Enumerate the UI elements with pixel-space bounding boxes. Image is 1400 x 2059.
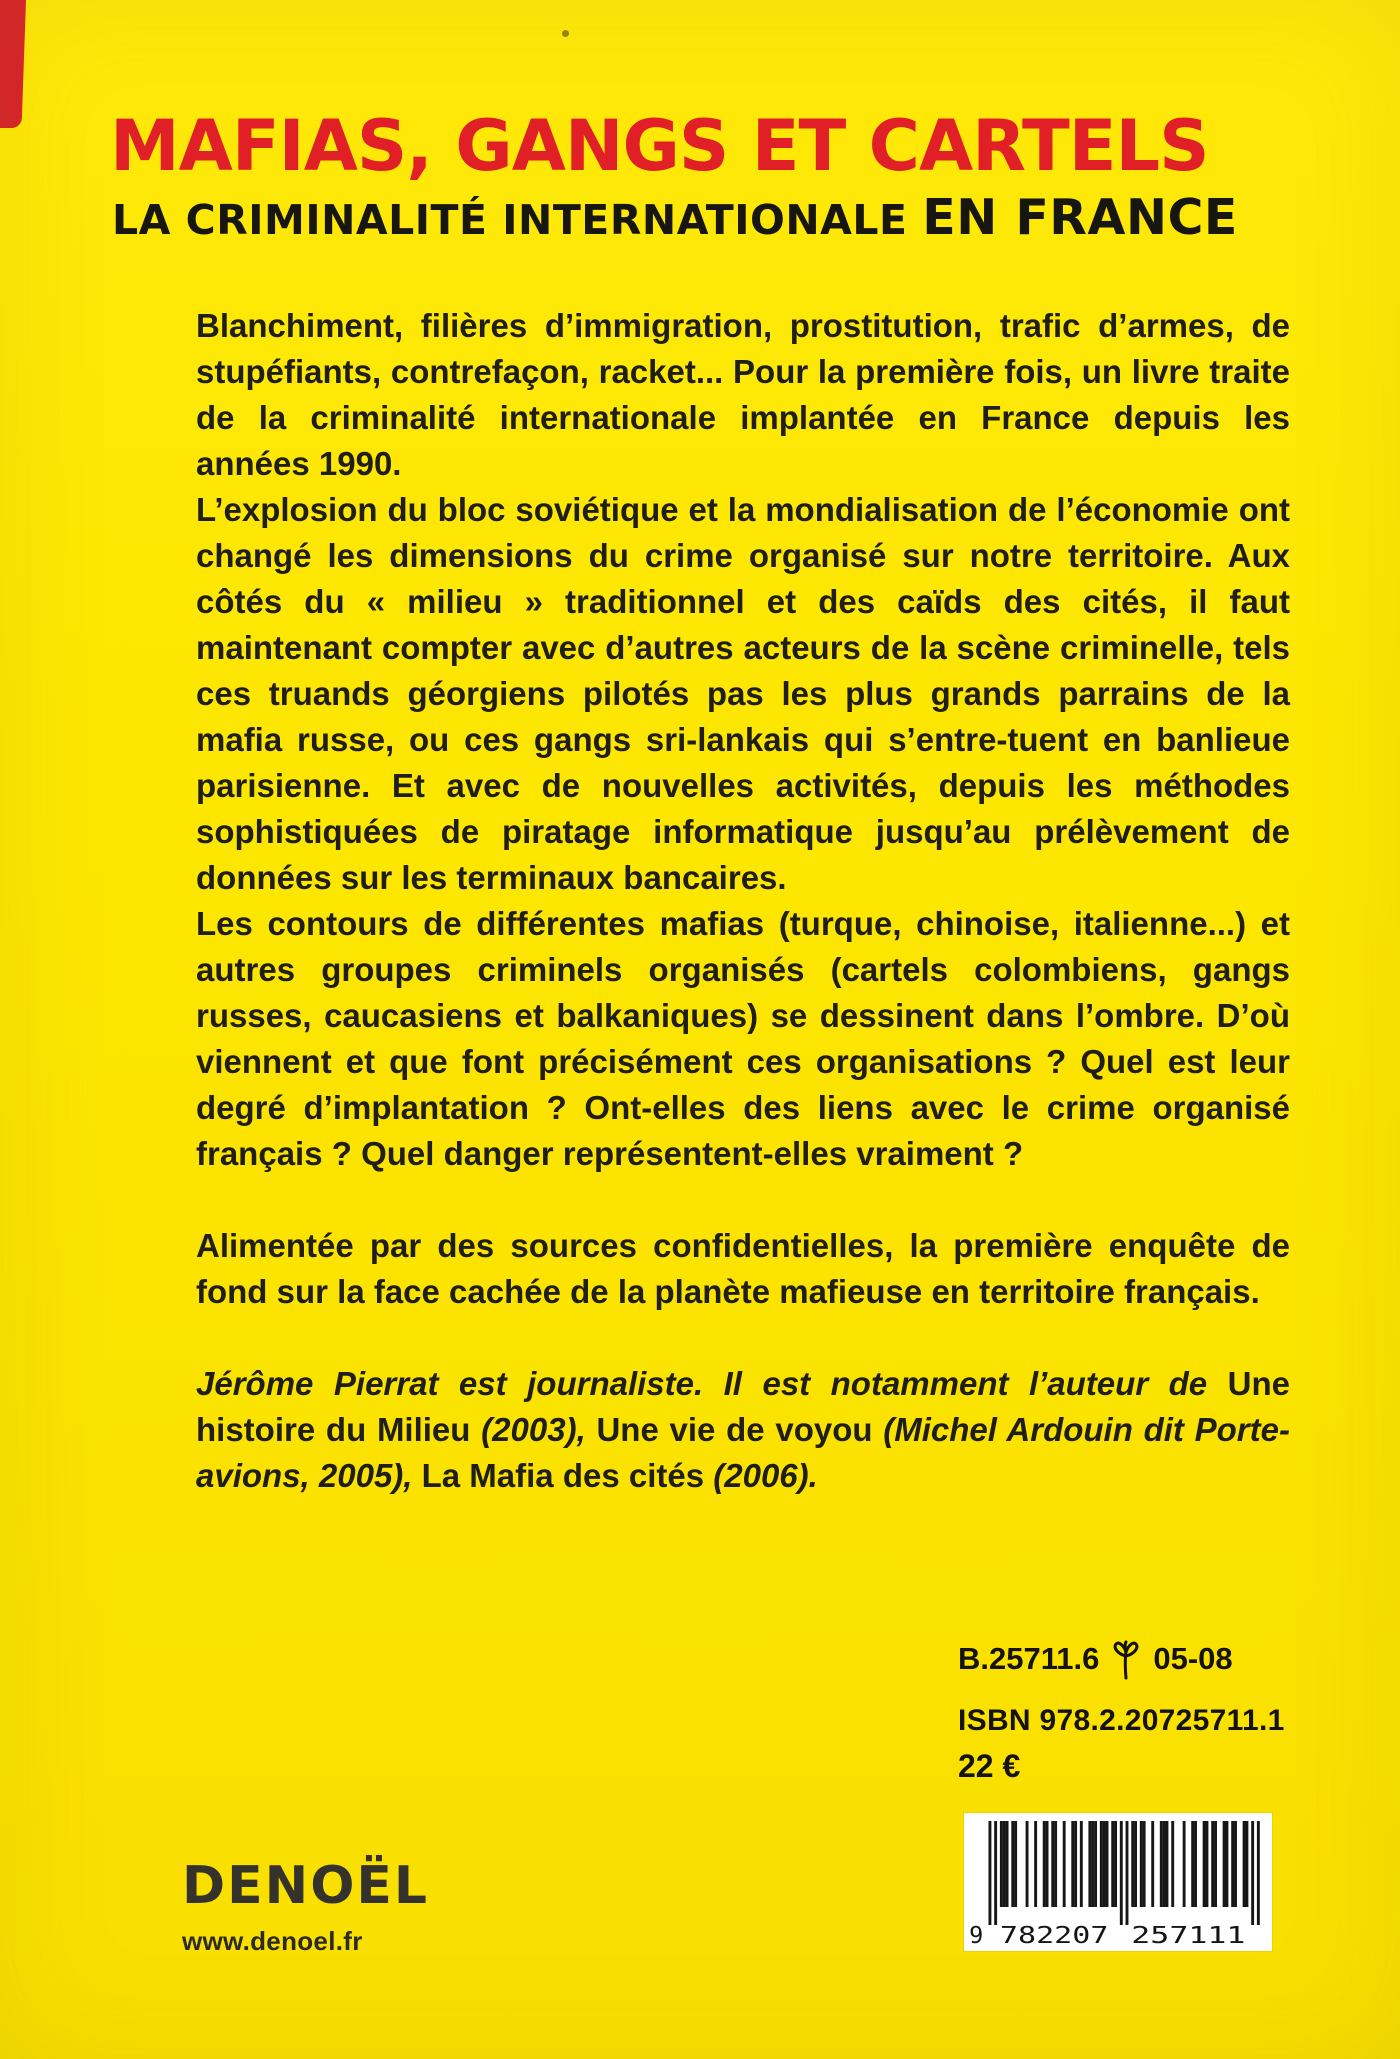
publisher-website: www.denoel.fr (182, 1926, 363, 1956)
print-code-right: 05-08 (1153, 1641, 1233, 1676)
synopsis-paragraph-2: L’explosion du bloc soviétique et la mondialisation de l’économie ont changé les dimensions du crime organisé sur notre territoire. Aux côtés du « milieu » traditionnel et des caïds des cités, il faut maintenant compter avec d’autres acteurs de la scène criminelle, tels ces truands géorgiens pilotés pas les plus grands parrains de la mafia russe, ou ces gangs sri-lankais qui s’entre-tuent en banlieue parisienne. Et avec de nouvelles activités, depuis les méthodes sophistiquées de piratage informatique jusqu’au prélèvement de données sur les terminaux bancaires. (196, 491, 1290, 896)
bio-segment: (Michel Ardouin dit Porte-avions, 2005), (196, 1411, 1290, 1494)
book-title: MAFIAS, GANGS ET CARTELS (110, 105, 1209, 187)
print-code-line (958, 1638, 1285, 1680)
bio-segment: (2003), (481, 1411, 597, 1448)
barcode-digits: 782207 (999, 1922, 1109, 1949)
dust-speck (562, 30, 569, 37)
isbn: ISBN 978.2.20725711.1 (958, 1704, 1285, 1737)
bio-segment: Jérôme Pierrat est journaliste. Il est notamment l’auteur de (196, 1365, 1228, 1402)
ean13-barcode (964, 1813, 1272, 1951)
publisher-logo: DENOËL (182, 1856, 430, 1916)
synopsis (196, 303, 1290, 1499)
publisher-block (182, 1856, 429, 1957)
author-bio (196, 1361, 1290, 1499)
book-subtitle (112, 188, 1300, 246)
edition-references (958, 1638, 1285, 1785)
barcode-svg (964, 1813, 1272, 1951)
subtitle-emphasis: EN FRANCE (922, 188, 1238, 246)
bio-segment: Une histoire du Milieu (196, 1365, 1290, 1448)
subtitle-regular: LA CRIMINALITÉ INTERNATIONALE (112, 195, 923, 244)
denoel-ornament-icon (1107, 1640, 1145, 1680)
synopsis-paragraphs (196, 303, 1290, 1315)
barcode-bars (988, 1821, 1259, 1925)
header (110, 105, 1300, 246)
barcode-digits: 257111 (1131, 1922, 1246, 1949)
print-code-left: B.25711.6 (958, 1641, 1100, 1676)
synopsis-paragraph-1: Blanchiment, filières d’immigration, prostitution, trafic d’armes, de stupéfiants, contrefaçon, racket... Pour la première fois, un livre traite de la criminalité internationale implantée en France depuis les années 1990. (196, 307, 1290, 482)
bio-segment: La Mafia des cités (421, 1457, 714, 1494)
synopsis-paragraph-4: Alimentée par des sources confidentielles, la première enquête de fond sur la face cachée de la planète mafieuse en territoire français. (196, 1227, 1290, 1310)
price: 22 € (958, 1748, 1021, 1784)
synopsis-paragraph-3: Les contours de différentes mafias (turque, chinoise, italienne...) et autres groupes criminels organisés (cartels colombiens, gangs russes, caucasiens et balkaniques) se dessinent dans l’ombre. D’où viennent et que font précisément ces organisations ? Quel est leur degré d’implantation ? Ont-elles des liens avec le crime organisé français ? Quel danger représentent-elles vraiment ? (196, 905, 1290, 1172)
barcode-digits: 9 (969, 1922, 984, 1949)
spine-red-edge (0, 0, 26, 128)
bio-segment: Une vie de voyou (596, 1411, 884, 1448)
bio-segment: (2006). (713, 1457, 818, 1494)
